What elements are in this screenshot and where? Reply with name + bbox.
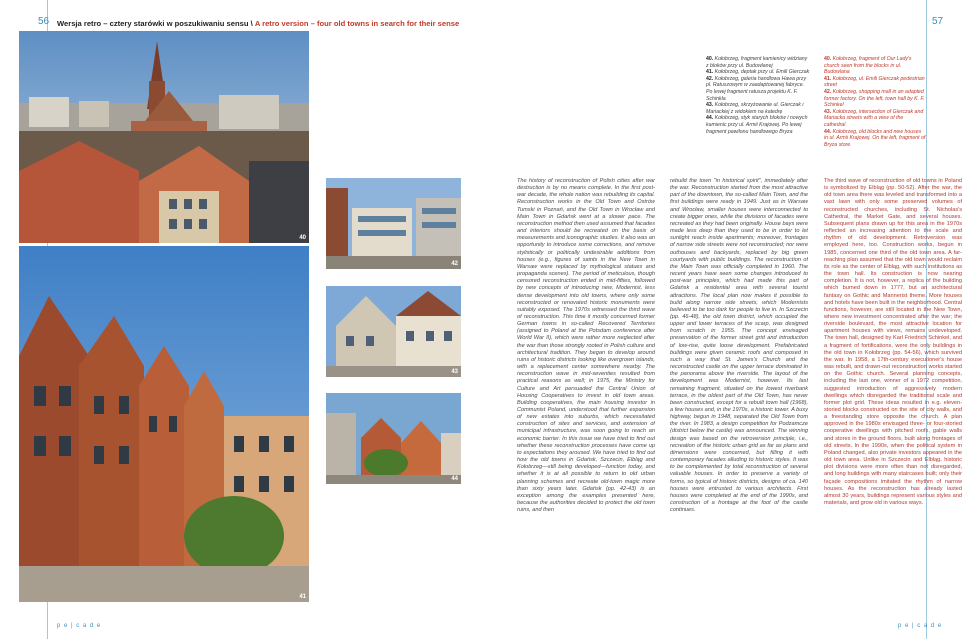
caption-number: 44. [824, 128, 832, 135]
caption-item [706, 56, 810, 69]
caption-number: 40. [824, 56, 832, 62]
photo-44-image [326, 393, 461, 484]
captions-polish [706, 56, 810, 135]
caption-text: Kołobrzeg, fragment of Our Lady's church seen from the blocks in ul. Budowlana [824, 56, 912, 76]
caption-text: Kołobrzeg, styk starych bloków i nowych kamienic przy ul. Armii Krajowej. Po lewej fragment pawilonu handlowego Bryza [706, 115, 808, 135]
caption-text: Kołobrzeg, skrzyżowanie ul. Gierczak i Mariackiej z widokiem na katedrę [706, 102, 804, 115]
left-page-number: 56 [38, 16, 50, 27]
caption-item [706, 69, 810, 76]
caption-number: 44. [706, 115, 714, 122]
header-polish: Wersja retro – cztery starówki w poszukiwaniu sensu \ [57, 19, 253, 28]
right-footer: p e | c a d e [898, 623, 943, 629]
photo-number: 43 [451, 369, 458, 375]
photo-number: 41 [299, 594, 306, 600]
caption-number: 42. [824, 88, 832, 95]
body-column-2: rebuild the town "in historical spirit", immediately after the war. Reconstruction started from the most attractive part of the downtown, the so-called Main Town, and the first buildings were ready in 1949. Just as in Warsaw and Wrocław, smaller houses were interconnected to create bigger ones, while the divisions of facades were recreated as they had been originally. House bays were made less deep than they used to be in order to let sunlight reach inside apartments; moreover, frontages of narrow side streets were not reconstructed; nor were outhouses and backyards, replaced by big green courtyards with public buildings. The reconstruction of the Main Town was officially completed in 1960. The recent years have seen some changes introduced to post-war principles, which had made this part of Gdańsk a residential area with several tourist attractions. The local plan now makes it possible to build along narrow side streets, which Modernists believed to be too dark for people to live in. In Szczecin (pp. 46-48), the old town district, which occupied the upper and lower terraces of the scarp, was designed from scratch in 1955. The concept envisaged preservation of the former street grid and introduction of low-rise, quite loose development. Prefabricated buildings were given ceramic roofs and composed in such a way that St. James's Church and the reconstructed castle on the upper terrace dominated in the panorama above the riverside. The layout of the development was Modernist, however. Its last remaining fragment, situated on the lowest riverbank terrace, in the oldest part of the Old Town, has never been constructed, except for a rebuilt town hall (1968), a few houses and, in the 1970s, a historic tower. A busy highway, begun in 1948, separated the Old Town from the river. In 1983, a design competition for Podzamcze (district below the castle) was announced. The winning design was based on the retroversion principle, i.e., recreation of the historic urban grid as far as plans and dimensions were concerned, but filling it with contemporary facades alluding to historic styles. It was to be complemented by total reconstruction of several valuable houses. In order to preserve a variety of forms, so typical of historic districts, designs of ca. 140 houses were entrusted to various architects. First houses were completed at the end of the 1990s, and construction of a frontage at the foot of the castle continues. [670, 178, 808, 514]
caption-number: 42. [706, 75, 714, 82]
photo-43-image [326, 286, 461, 377]
caption-number: 41. [706, 69, 714, 76]
caption-item [706, 76, 810, 102]
header-english: A retro version – four old towns in search for their sense [254, 19, 460, 28]
caption-text: Kołobrzeg, fragment kamienicy widziany z bloków przy ul. Budowlanej [706, 56, 808, 69]
photo-42-image [326, 178, 461, 269]
photo-44 [326, 393, 461, 484]
running-header [57, 19, 459, 28]
captions-english [824, 56, 926, 148]
photo-41 [19, 246, 309, 602]
body-column-3: The third wave of reconstruction of old towns in Poland is symbolized by Elbląg (pp. 50-52). After the war, the old town area there was leveled and transformed into a vast lawn with only some preserved volumes of reconstructed churches, including St. Nicholas's Cathedral, the Market Gate, and several houses. Subsequent plans drawn up for this area in the 1970s reflected an increasing attention to the scale and rhythm of old development. Retroversion was employed here, too. Construction works, begun in 1985, concerned one third of the old town area. A far-reaching plan assumed that the old town would reclaim its role as the center of Elbląg, with such institutions as the town hall. Its construction is now nearing completion. It is not, however, a replica of the building which burned down in 1777, but an architectural fantasy on Gothic and Mannerist theme. More houses and hotels have been built in the neighborhood. Central functions, however, are still located in the New Town, where new investment concentrated after the war; the riverside boulevard, the most attractive location for apartment houses with views, remains undeveloped. The town hall, designed by Karl Friedrich Schinkel, and a fragment of fortifications, were the only buildings in the old town in Kołobrzeg (pp. 54-56), which survived the war. In 1958, a 17th-century executioner's house was rebuilt, and drawn-out reconstruction works started on the Gothic church. Several planning concepts, including the last one, winner of a 1972 competition, suggested introduction of aggressively modern dwellings which disregarded the traditional scale and former plot grid. These ideas resulted in e.g. eleven-storied blocks constructed on the site of city walls, and a freestanding store opposite the church. A plan approved in the 1980s envisaged three- or four-storied cooperative dwellings with pitched roofs, gable walls and stores in the ground floors, built along frontages of old streets. In the 1990s, when the political system in Poland changed, also private investors appeared in the old town area. Unlike in Szczecin and Elbląg, historic plot divisions were more often than not disregarded, and long buildings with many staircases built; only their façade compositions imitated the rhythm of narrow houses. As the reconstruction has already lasted almost 30 years, buildings represent various styles and materials, and grow old in various ways. [824, 178, 962, 507]
caption-text: Kołobrzeg, deptak przy ul. Emili Gierczak [714, 69, 810, 76]
caption-item [824, 56, 926, 76]
photo-40 [19, 31, 309, 243]
caption-number: 43. [706, 102, 714, 109]
caption-item [706, 115, 810, 135]
caption-text: Kołobrzeg, intersection of Gierczak and Mariacka streets with a view of the cathedral [824, 108, 924, 128]
photo-number: 42 [451, 261, 458, 267]
caption-item [706, 102, 810, 115]
caption-item [824, 89, 926, 109]
caption-item [824, 76, 926, 89]
caption-text: Kołobrzeg, galeria handlowa Hawa przy pl. Ratuszowym w zaadaptowanej fabryce. Po lewej fragment ratusza projektu K. F. Schinkla [706, 75, 807, 102]
photo-40-image [19, 31, 309, 243]
caption-text: Kołobrzeg, ul. Emili Gierczak pedestrian street [824, 75, 925, 89]
caption-number: 41. [824, 75, 832, 82]
photo-41-image [19, 246, 309, 602]
caption-number: 43. [824, 108, 832, 115]
right-page-number: 57 [932, 16, 944, 27]
caption-item [824, 129, 926, 149]
caption-text: Kołobrzeg, shopping mall in an adapted former factory. On the left, town hall by K. F. Schinkel [824, 88, 925, 109]
photo-number: 44 [451, 476, 458, 482]
caption-text: Kołobrzeg, old blocks and new houses in ul. Armii Krajowej. On the left, fragment of Bryza store [824, 128, 926, 148]
photo-43 [326, 286, 461, 377]
photo-42 [326, 178, 461, 269]
body-column-1: The history of reconstruction of Polish cities after war destruction is by no means complete. In the first post-war decade, the whole nation was rebuilding its capital. Reconstruction works in the Old Town and Ostrów Tumski in Poznań, and the Old Town in Wrocław and Main Town in Gdańsk went at a slower pace. The reconstruction method then used assumed that facades and interiors should be recreated on the basis of measurements and iconographic studies. It also was an opportunity to introduce some corrections, and remove stylistically or politically undesirable additions from houses (e.g., figures of saints in the New Town in Warsaw were replaced by mythological statues and propaganda scenes). The period of meticulous, though censored reconstruction ended in mid-fifties, followed by new concepts of introducing new, Modernist, less dense development into old towns, where only some reconstructed or renovated historic monuments were suitably exposed. The 1970s witnessed the third wave of reconstruction. This time it mostly concerned former German towns in so-called Recovered Territories (assigned to Poland at the Potsdam conference after World War II), which were rather more neglected after the war than those strongly rooted in Polish culture and architectural tradition. They began to develop around ruins of historic districts looking like overgrown islands, with a replacement center somewhere nearby. The reconstruction wave in mid-seventies resulted from practical reasons as well; in 1975, the Ministry for Culture and Art persuaded the Central Union of Housing Cooperatives to invest in old town areas. Building cooperatives, the main housing investor in Communist Poland, understood that further expansion of new estates into suburbs, which necessitated construction of sites and services, and extension of municipal infrastructure, was soon going to reach an economic barrier. In this issue we have tried to find out whether these reconstruction processes have come up to expectations they aroused. We have tried to find out how the old towns in Gdańsk, Szczecin, Elbląg and Kołobrzeg—still being developed—function today, and whether it is at all possible to return to old urban planning schemes and recreate old-town magic more than sixty years later. Gdańsk (pp. 42-43) is an exception among the examples presented here, because the authorities decided to protect the old town ruins, and then [517, 178, 655, 514]
caption-item [824, 109, 926, 129]
photo-number: 40 [299, 235, 306, 241]
caption-number: 40. [706, 56, 714, 62]
left-footer: p e | c a d e [57, 623, 102, 629]
